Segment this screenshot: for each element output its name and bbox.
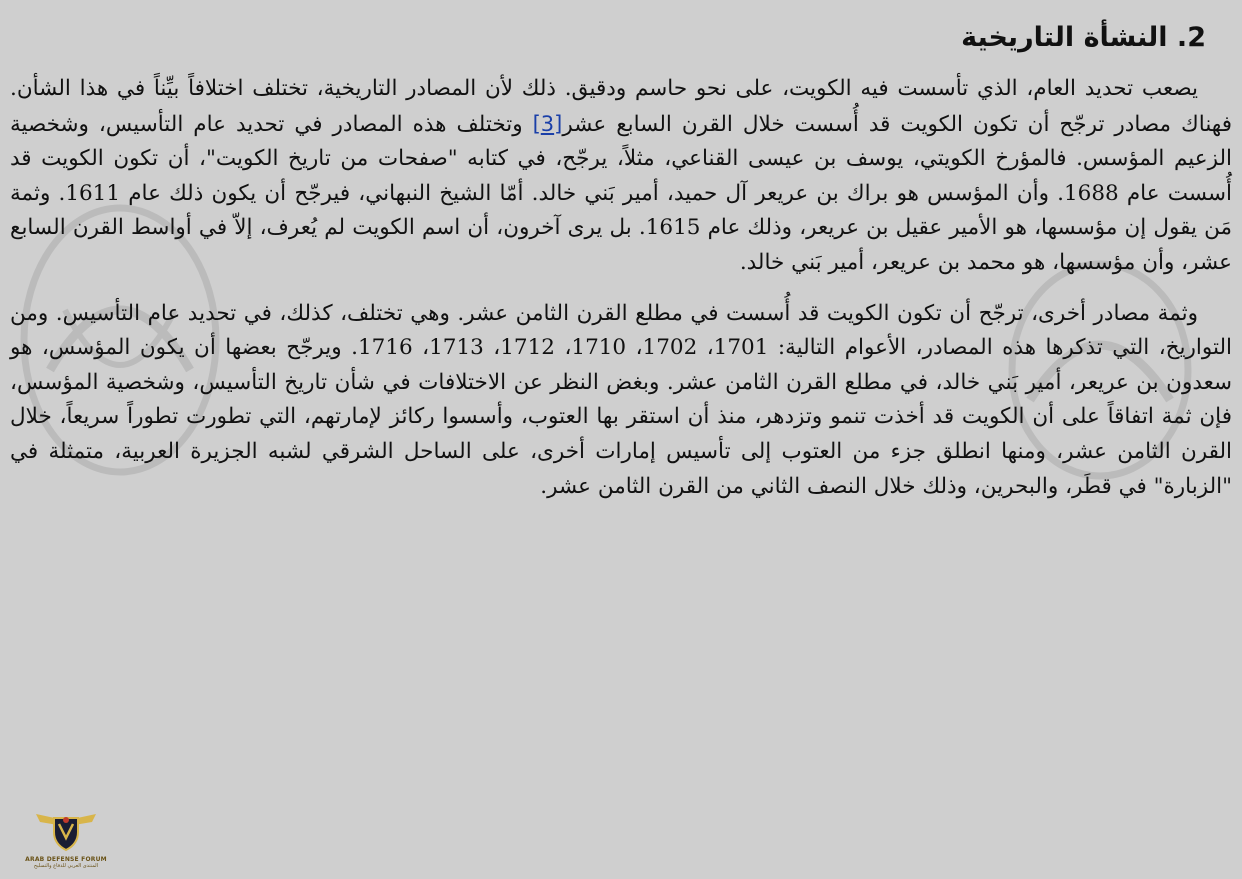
footnote-ref-link[interactable]: [3] xyxy=(532,111,563,136)
paragraph-1 xyxy=(10,72,1232,281)
logo-name: ARAB DEFENSE FORUM xyxy=(25,856,107,863)
section-heading: 2. النشأة التاريخية xyxy=(961,22,1206,53)
forum-logo xyxy=(4,808,128,878)
paragraph-1-text-a: يصعب تحديد العام، الذي تأسست فيه الكويت، على نحو حاسم ودقيق. ذلك لأن المصادر التاريخية، تختلف اختلافاً بيِّناً في هذا الشأن. فهناك مصادر ترجّح أن تكون الكويت قد أُسست خلال القرن السابع عشر xyxy=(10,76,1232,137)
shield-emblem-icon xyxy=(34,808,98,852)
paragraph-2: وثمة مصادر أخرى، ترجّح أن تكون الكويت قد أُسست في مطلع القرن الثامن عشر. وهي تختلف، كذلك، في تحديد عام التأسيس. ومن التواريخ، التي تذكرها هذه المصادر، الأعوام التالية: 1701، 1702، 1710، 1712، 1713، 1716. ويرجّح بعضها أن يكون المؤسس، هو سعدون بن عريعر، أمير بَني خالد، في مطلع القرن الثامن عشر. وبغض النظر عن الاختلافات في شأن تاريخ التأسيس، وشخصية المؤسس، فإن ثمة اتفاقاً على أن الكويت قد أخذت تنمو وتزدهر، منذ أن استقر بها العتوب، وأسسوا ركائز لإمارتهم، التي تطورت تطوراً سريعاً، خلال القرن الثامن عشر، ومنها انطلق جزء من العتوب إلى تأسيس إمارات أخرى، على الساحل الشرقي لشبه الجزيرة العربية، متمثلة في "الزبارة" في قطَر، والبحرين، وذلك خلال النصف الثاني من القرن الثامن عشر. xyxy=(10,300,1232,499)
logo-subtitle: المنتدى العربي للدفاع والتسليح xyxy=(33,863,99,869)
paragraph-1-text-b: وتختلف هذه المصادر في تحديد عام التأسيس، وشخصية الزعيم المؤسس. فالمؤرخ الكويتي، يوسف بن عيسى القناعي، مثلاً، يرجّح، في كتابه "صفحات من تاريخ الكويت"، أن تكون الكويت قد أُسست عام 1688. وأن المؤسس هو براك بن عريعر آل حميد، أمير بَني خالد. أمّا الشيخ النبهاني، فيرجّح أن يكون ذلك عام 1611. وثمة مَن يقول إن مؤسسها، هو الأمير عقيل بن عريعر، وذلك عام 1615. بل يرى آخرون، أن اسم الكويت لم يُعرف، إلاّ في أواسط القرن السابع عشر، وأن مؤسسها، هو محمد بن عريعر، أمير بَني خالد. xyxy=(10,111,1232,275)
